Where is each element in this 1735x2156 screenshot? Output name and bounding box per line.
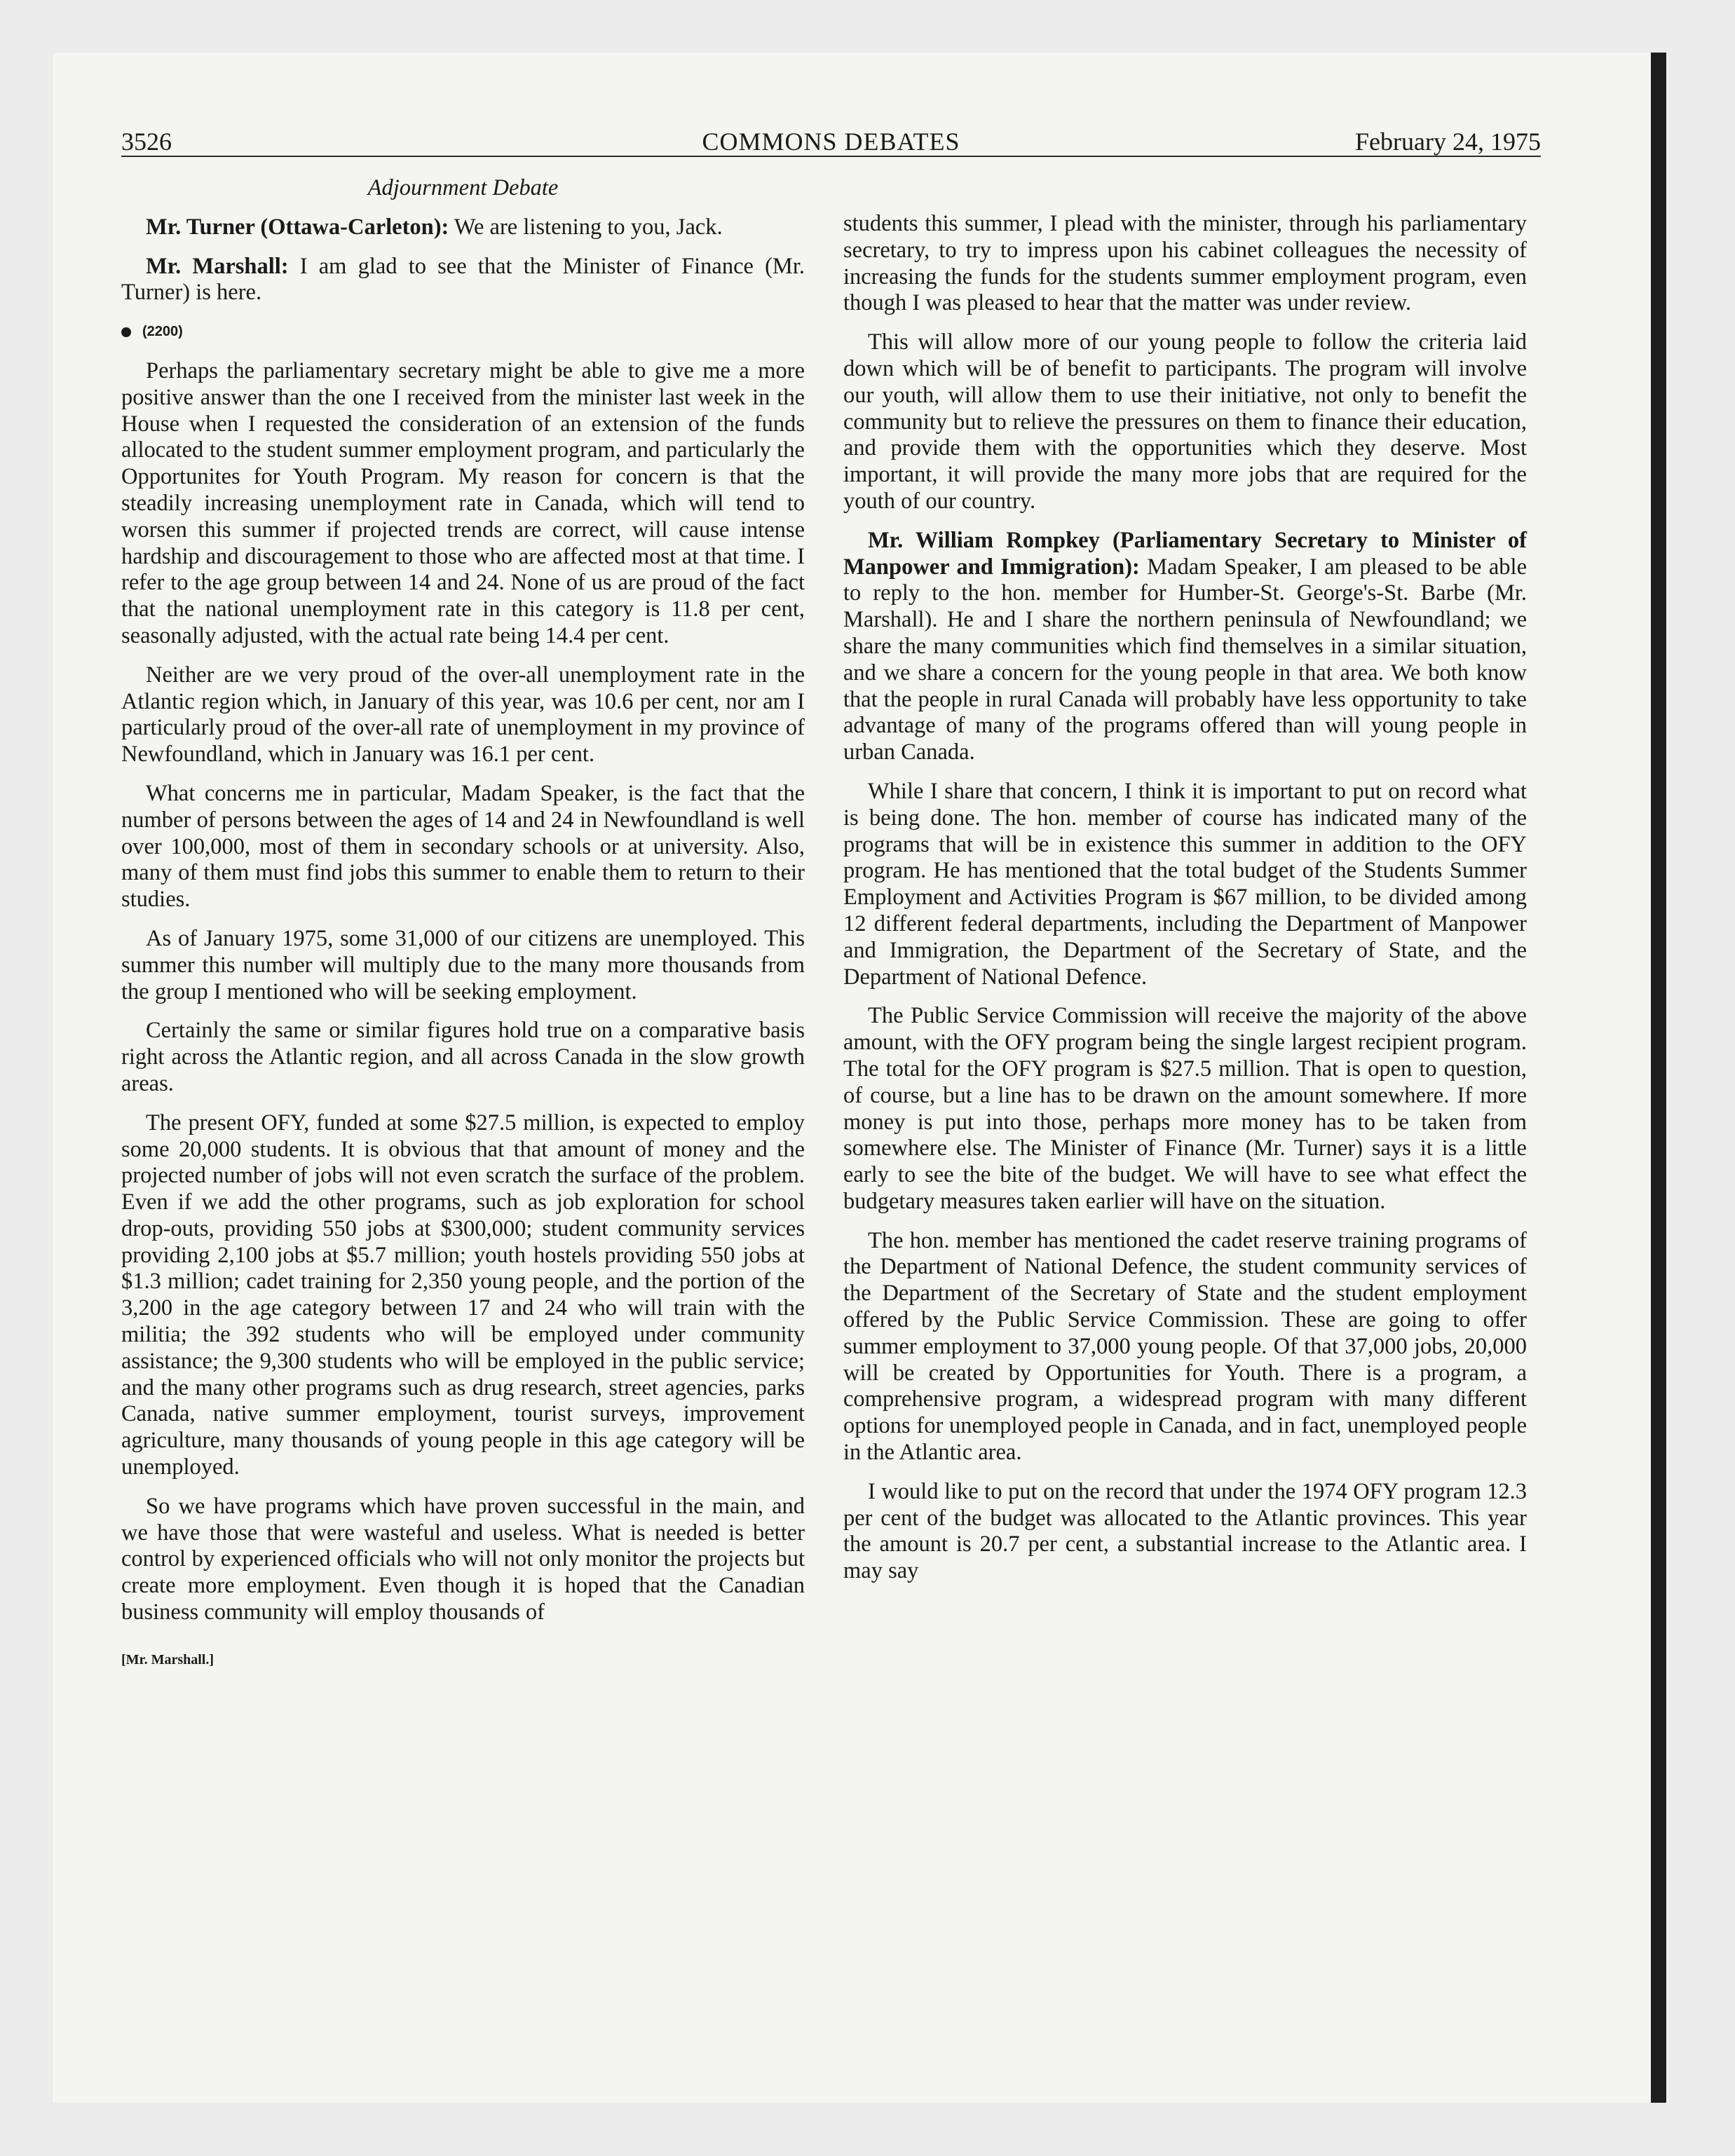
paragraph: Certainly the same or similar figures hold true on a comparative basis right across the Atlantic region, and all across Canada in the slow growth areas. [121, 1018, 805, 1096]
speaker-name: Mr. Turner (Ottawa-Carleton): [146, 214, 449, 240]
paragraph: While I share that concern, I think it is important to put on record what is being done. The hon. member of course has indicated many of the programs that will be in existence this summer in addition to the OFY program. He has mentioned that the total budget of the Students Summer Employment and Activities Program is $67 million, to be divided among 12 different federal departments, including the Department of Manpower and Immigration, the Department of the Secretary of State, and the Department of National Defence. [843, 778, 1527, 990]
publication-title: COMMONS DEBATES [702, 128, 960, 156]
paragraph: The Public Service Commission will receive the majority of the above amount, with the OFY program being the single largest recipient program. The total for the OFY program is $27.5 million. That is open to question, of course, but a line has to be drawn on the amount somewhere. If more money is put into those, perhaps more money has to be taken from somewhere else. The Minister of Finance (Mr. Turner) says it is a little early to see the bite of the budget. We will have to see what effect the budgetary measures taken earlier will have on the situation. [843, 1003, 1527, 1214]
right-column [843, 211, 1527, 1597]
paragraph: As of January 1975, some 31,000 of our citizens are unemployed. This summer this number will multiply due to the many more thousands from the group I mentioned who will be seeking employment. [121, 925, 805, 1004]
speech-text: I am glad to see that the Minister of Finance (Mr. Turner) is here. [121, 253, 805, 306]
timestamp: (2200) [142, 324, 183, 340]
speech-text: Madam Speaker, I am pleased to be able to reply to the hon. member for Humber-St. George's-St. Barbe (Mr. Marshall). He and I share the northern peninsula of Newfoundland; we share the many communities which find themselves in a similar situation, and we share a concern for the young people in that area. We both know that the people in rural Canada will probably have less opportunity to take advantage of many of the programs offered than will young people in urban Canada. [843, 554, 1527, 765]
paragraph: What concerns me in particular, Madam Speaker, is the fact that the number of persons between the ages of 14 and 24 in Newfoundland is well over 100,000, most of them in secondary schools or at university. Also, many of them must find jobs this summer to enable them to return to their studies. [121, 780, 805, 913]
paragraph: So we have programs which have proven successful in the main, and we have those that were wasteful and useless. What is needed is better control by experienced officials who will not only monitor the projects but create more employment. Even though it is hoped that the Canadian business community will employ thousands of [121, 1493, 805, 1625]
bullet-icon [121, 327, 131, 337]
running-header [121, 128, 1541, 157]
paragraph: Perhaps the parliamentary secretary might be able to give me a more positive answer than the one I received from the minister last week in the House when I requested the consideration of an extension of the funds allocated to the student summer employment program, and particularly the Opportunites for Youth Program. My reason for concern is that the steadily increasing unemployment rate in Canada, which will tend to worsen this summer if projected trends are correct, will cause intense hardship and discouragement to those who are affected most at that time. I refer to the age group between 14 and 24. None of us are proud of the fact that the national unemployment rate in this category is 11.8 per cent, seasonally adjusted, with the actual rate being 14.4 per cent. [121, 357, 805, 648]
time-marker [121, 319, 805, 346]
speaker-name: Mr. Marshall: [146, 253, 289, 279]
paragraph: This will allow more of our young people to follow the criteria laid down which will be of benefit to participants. The program will involve our youth, will allow them to use their initiative, not only to benefit the community but to relieve the pressures on them to finance their education, and provide them with the opportunities which they deserve. Most important, it will provide the many more jobs that are required for the youth of our country. [843, 329, 1527, 514]
paragraph: Neither are we very proud of the over-all unemployment rate in the Atlantic region which, in January of this year, was 10.6 per cent, nor am I particularly proud of the over-all rate of unemployment in my province of Newfoundland, which in January was 16.1 per cent. [121, 662, 805, 767]
paragraph: The present OFY, funded at some $27.5 million, is expected to employ some 20,000 students. It is obvious that that amount of money and the projected number of jobs will not even scratch the surface of the problem. Even if we add the other programs, such as job exploration for school drop-outs, providing 550 jobs at $300,000; student community services providing 2,100 jobs at $5.7 million; youth hostels providing 550 jobs at $1.3 million; cadet training for 2,350 young people, and the portion of the 3,200 in the age category between 17 and 24 who will train with the militia; the 392 students who will be employed under community assistance; the 9,300 students who will be employed in the public service; and the many other programs such as drug research, street agencies, parks Canada, native summer employment, tourist surveys, improvement agriculture, many thousands of young people in this age category will be unemployed. [121, 1110, 805, 1480]
section-title: Adjournment Debate [367, 175, 559, 200]
issue-date: February 24, 1975 [1355, 128, 1541, 156]
paragraph [121, 254, 805, 307]
page-number: 3526 [121, 128, 172, 156]
paragraph: I would like to put on the record that under the 1974 OFY program 12.3 per cent of the budget was allocated to the Atlantic provinces. This year the amount is 20.7 per cent, a substantial increase to the Atlantic area. I may say [843, 1478, 1527, 1584]
page-edge-shadow [1651, 53, 1666, 2103]
paragraph: The hon. member has mentioned the cadet reserve training programs of the Department of National Defence, the student community services of the Department of the Secretary of State and the student employment offered by the Public Service Commission. These are going to offer summer employment to 37,000 young people. Of that 37,000 jobs, 20,000 will be created by Opportunities for Youth. There is a program, a comprehensive program, a widespread program with many different options for unemployed people in Canada, and in fact, unemployed people in the Atlantic area. [843, 1227, 1527, 1466]
speech-text: We are listening to you, Jack. [449, 214, 723, 240]
speaker-attribution: [Mr. Marshall.] [121, 1651, 215, 1667]
speaker-name: Mr. William Rompkey (Parliamentary Secretary to Minister of Manpower and Immigration): [843, 527, 1527, 580]
paragraph: students this summer, I plead with the minister, through his parliamentary secretary, to try to impress upon his cabinet colleagues the necessity of increasing the funds for the students summer employment program, even though I was pleased to hear that the matter was under review. [843, 211, 1527, 316]
left-column [121, 175, 805, 1686]
paragraph [843, 528, 1527, 766]
paragraph [121, 214, 805, 241]
